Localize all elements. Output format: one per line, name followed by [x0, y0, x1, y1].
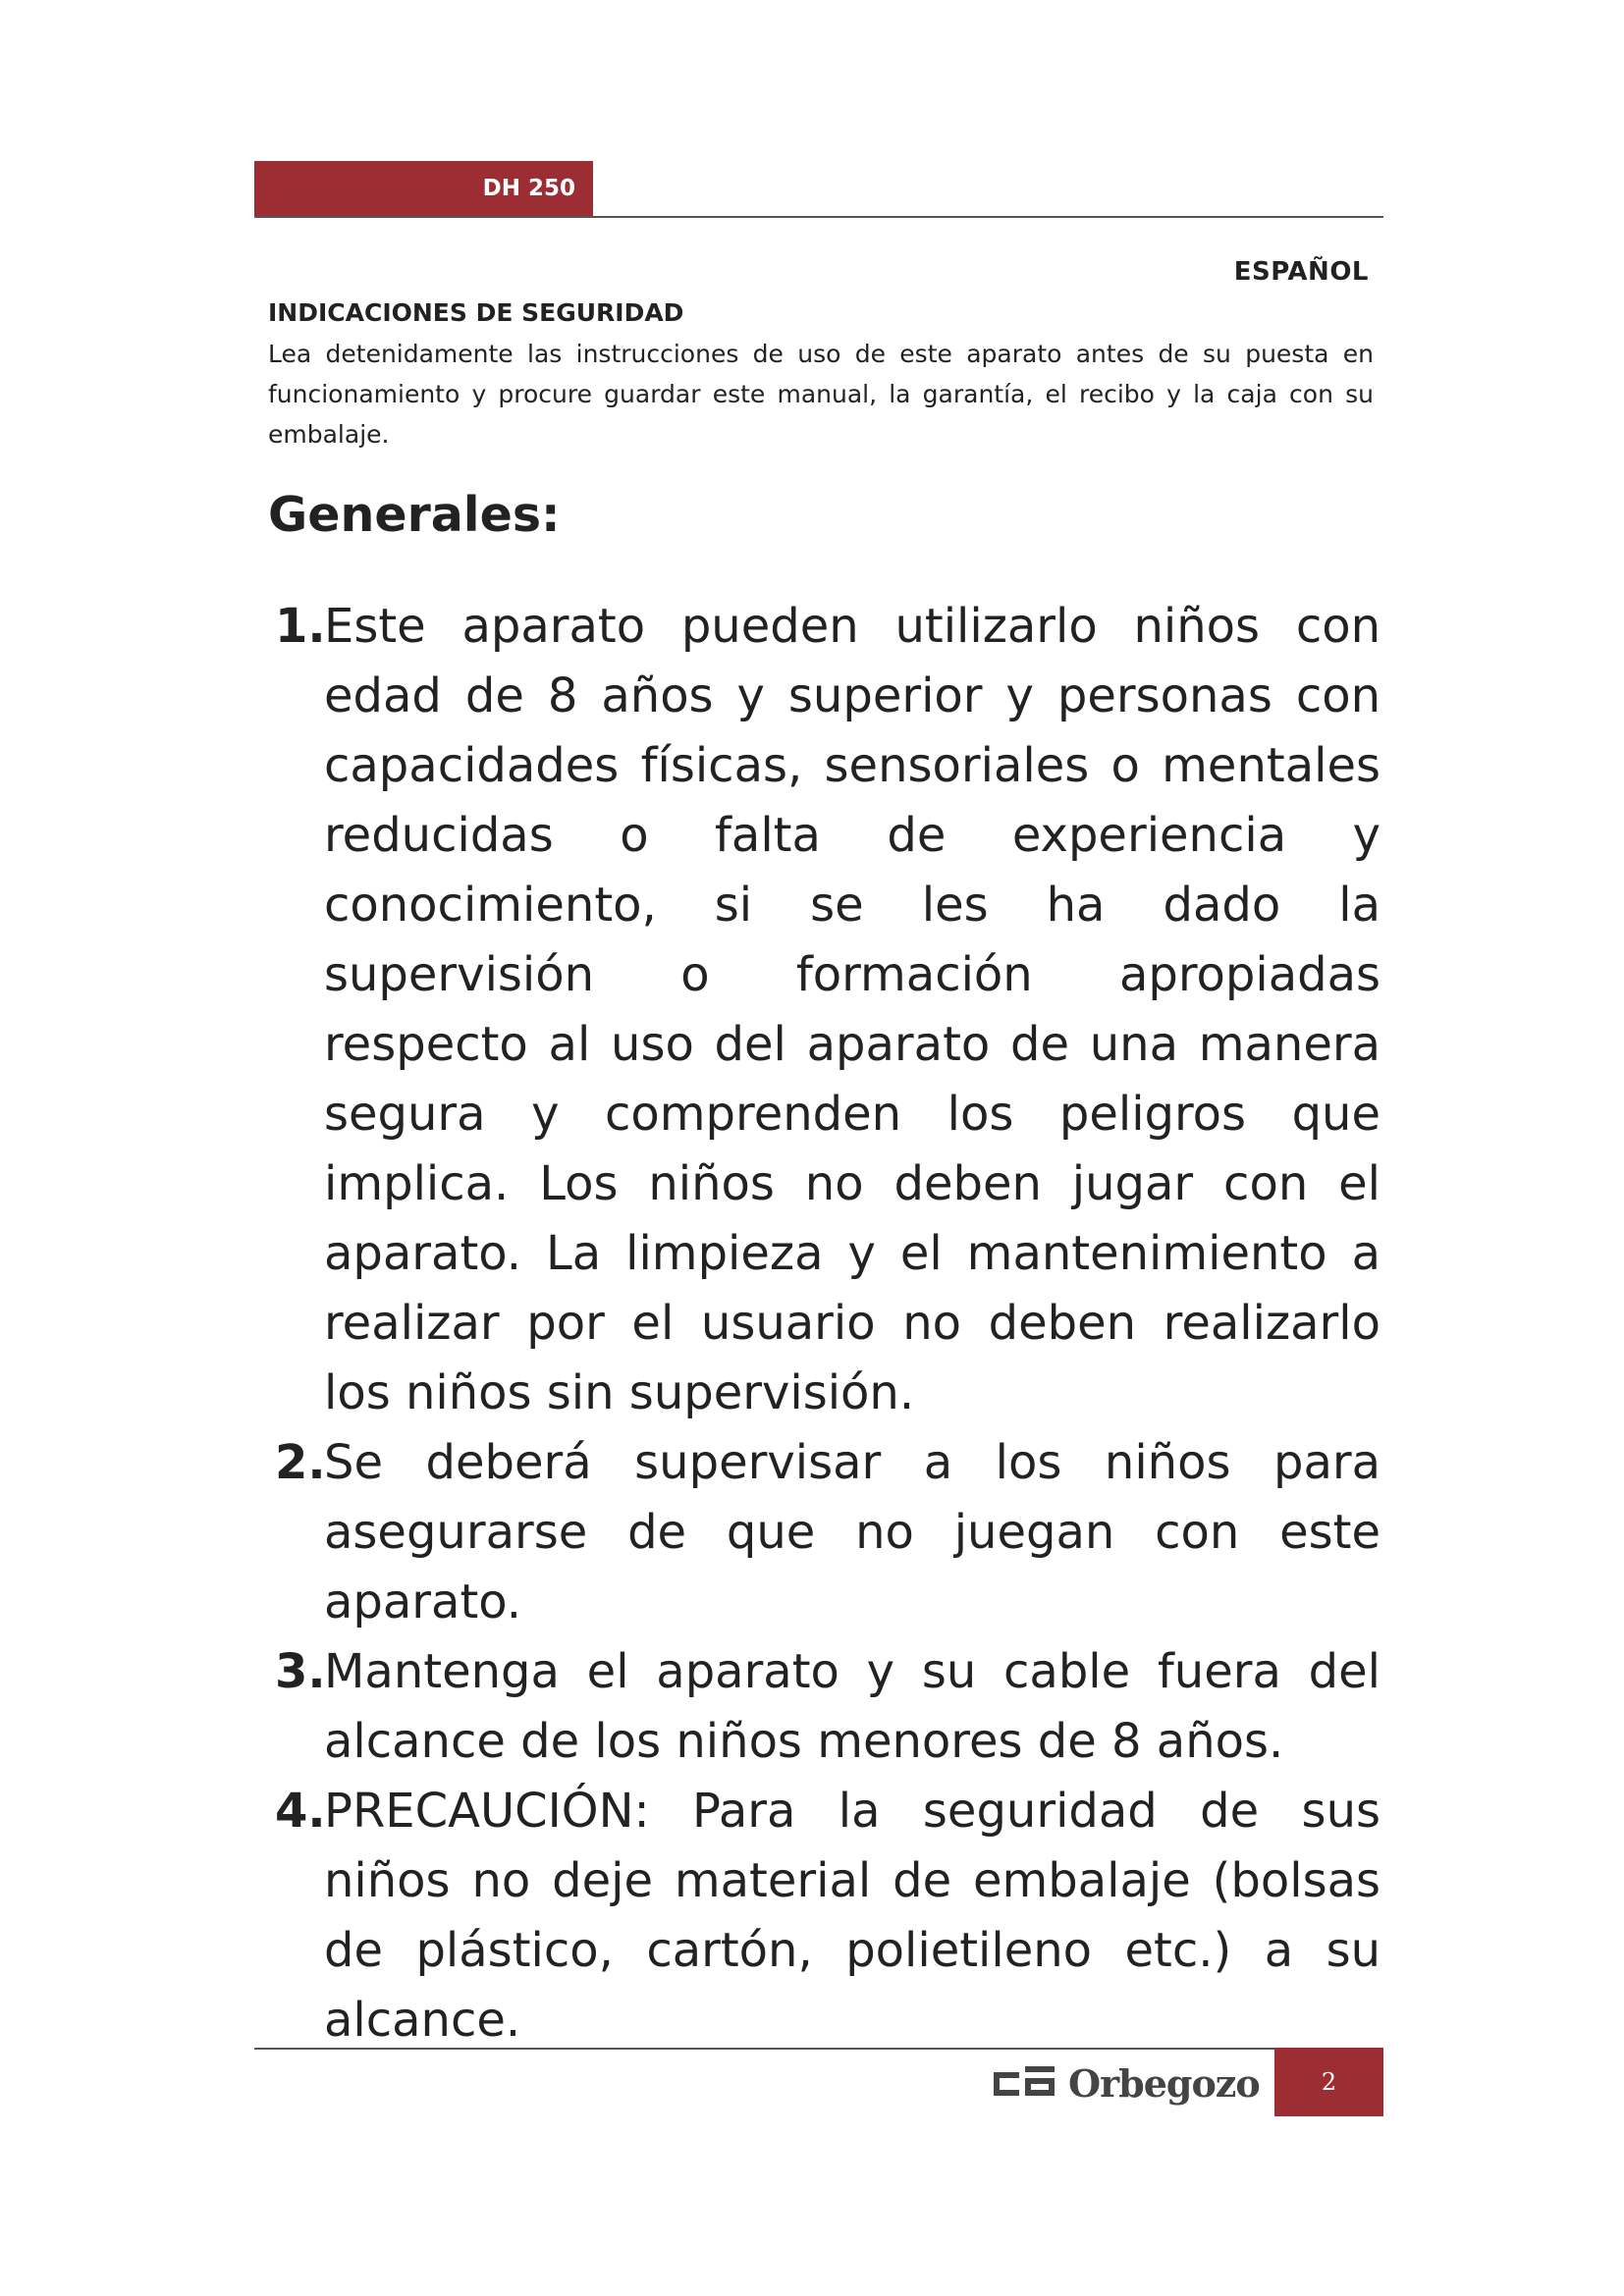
page-number: 2	[1321, 2068, 1337, 2096]
brand-logo	[994, 2060, 1260, 2106]
model-tab	[254, 161, 593, 216]
item-text: PRECAUCIÓN: Para la seguridad de sus niños no deje material de embalaje (bolsas de plástico, cartón, polietileno etc.) a su alcance.	[324, 1784, 1380, 2048]
language-label: ESPAÑOL	[1233, 257, 1369, 287]
item-number: 3.	[275, 1644, 326, 1699]
model-label: DH 250	[482, 176, 575, 201]
list-item	[275, 1428, 1380, 1637]
list-item	[275, 1637, 1380, 1777]
safety-list	[275, 592, 1380, 2056]
item-number: 2.	[275, 1435, 326, 1490]
safety-intro: Lea detenidamente las instrucciones de uso de este aparato antes de su puesta en funcionamiento y procure guardar este manual, la garantía, el recibo y la caja con su embalaje.	[268, 340, 1374, 449]
item-text: Mantenga el aparato y su cable fuera del alcance de los niños menores de 8 años.	[324, 1644, 1380, 1769]
list-item	[275, 1777, 1380, 2056]
header-divider	[254, 216, 1383, 218]
section-title: Generales:	[268, 487, 561, 543]
item-number: 1.	[275, 599, 326, 654]
item-text: Este aparato pueden utilizarlo niños con edad de 8 años y superior y personas con capacidades físicas, sensoriales o mentales reducidas o falta de experiencia y conocimiento, si se les ha dado la supervisión o formación apropiadas respecto al uso del aparato de una manera segura y comprenden los peligros que implica. Los niños no deben jugar con el aparato. La limpieza y el mantenimiento a realizar por el usuario no deben realizarlo los niños sin supervisión.	[324, 599, 1380, 1420]
brand-wordmark: Orbegozo	[1068, 2060, 1260, 2106]
list-item	[275, 592, 1380, 1428]
item-text: Se deberá supervisar a los niños para asegurarse de que no juegan con este aparato.	[324, 1435, 1380, 1629]
footer-divider	[254, 2048, 1383, 2050]
item-number: 4.	[275, 1784, 326, 1839]
orbegozo-mark-icon	[994, 2066, 1055, 2100]
safety-title: INDICACIONES DE SEGURIDAD	[268, 298, 684, 327]
page-number-box	[1274, 2048, 1383, 2116]
